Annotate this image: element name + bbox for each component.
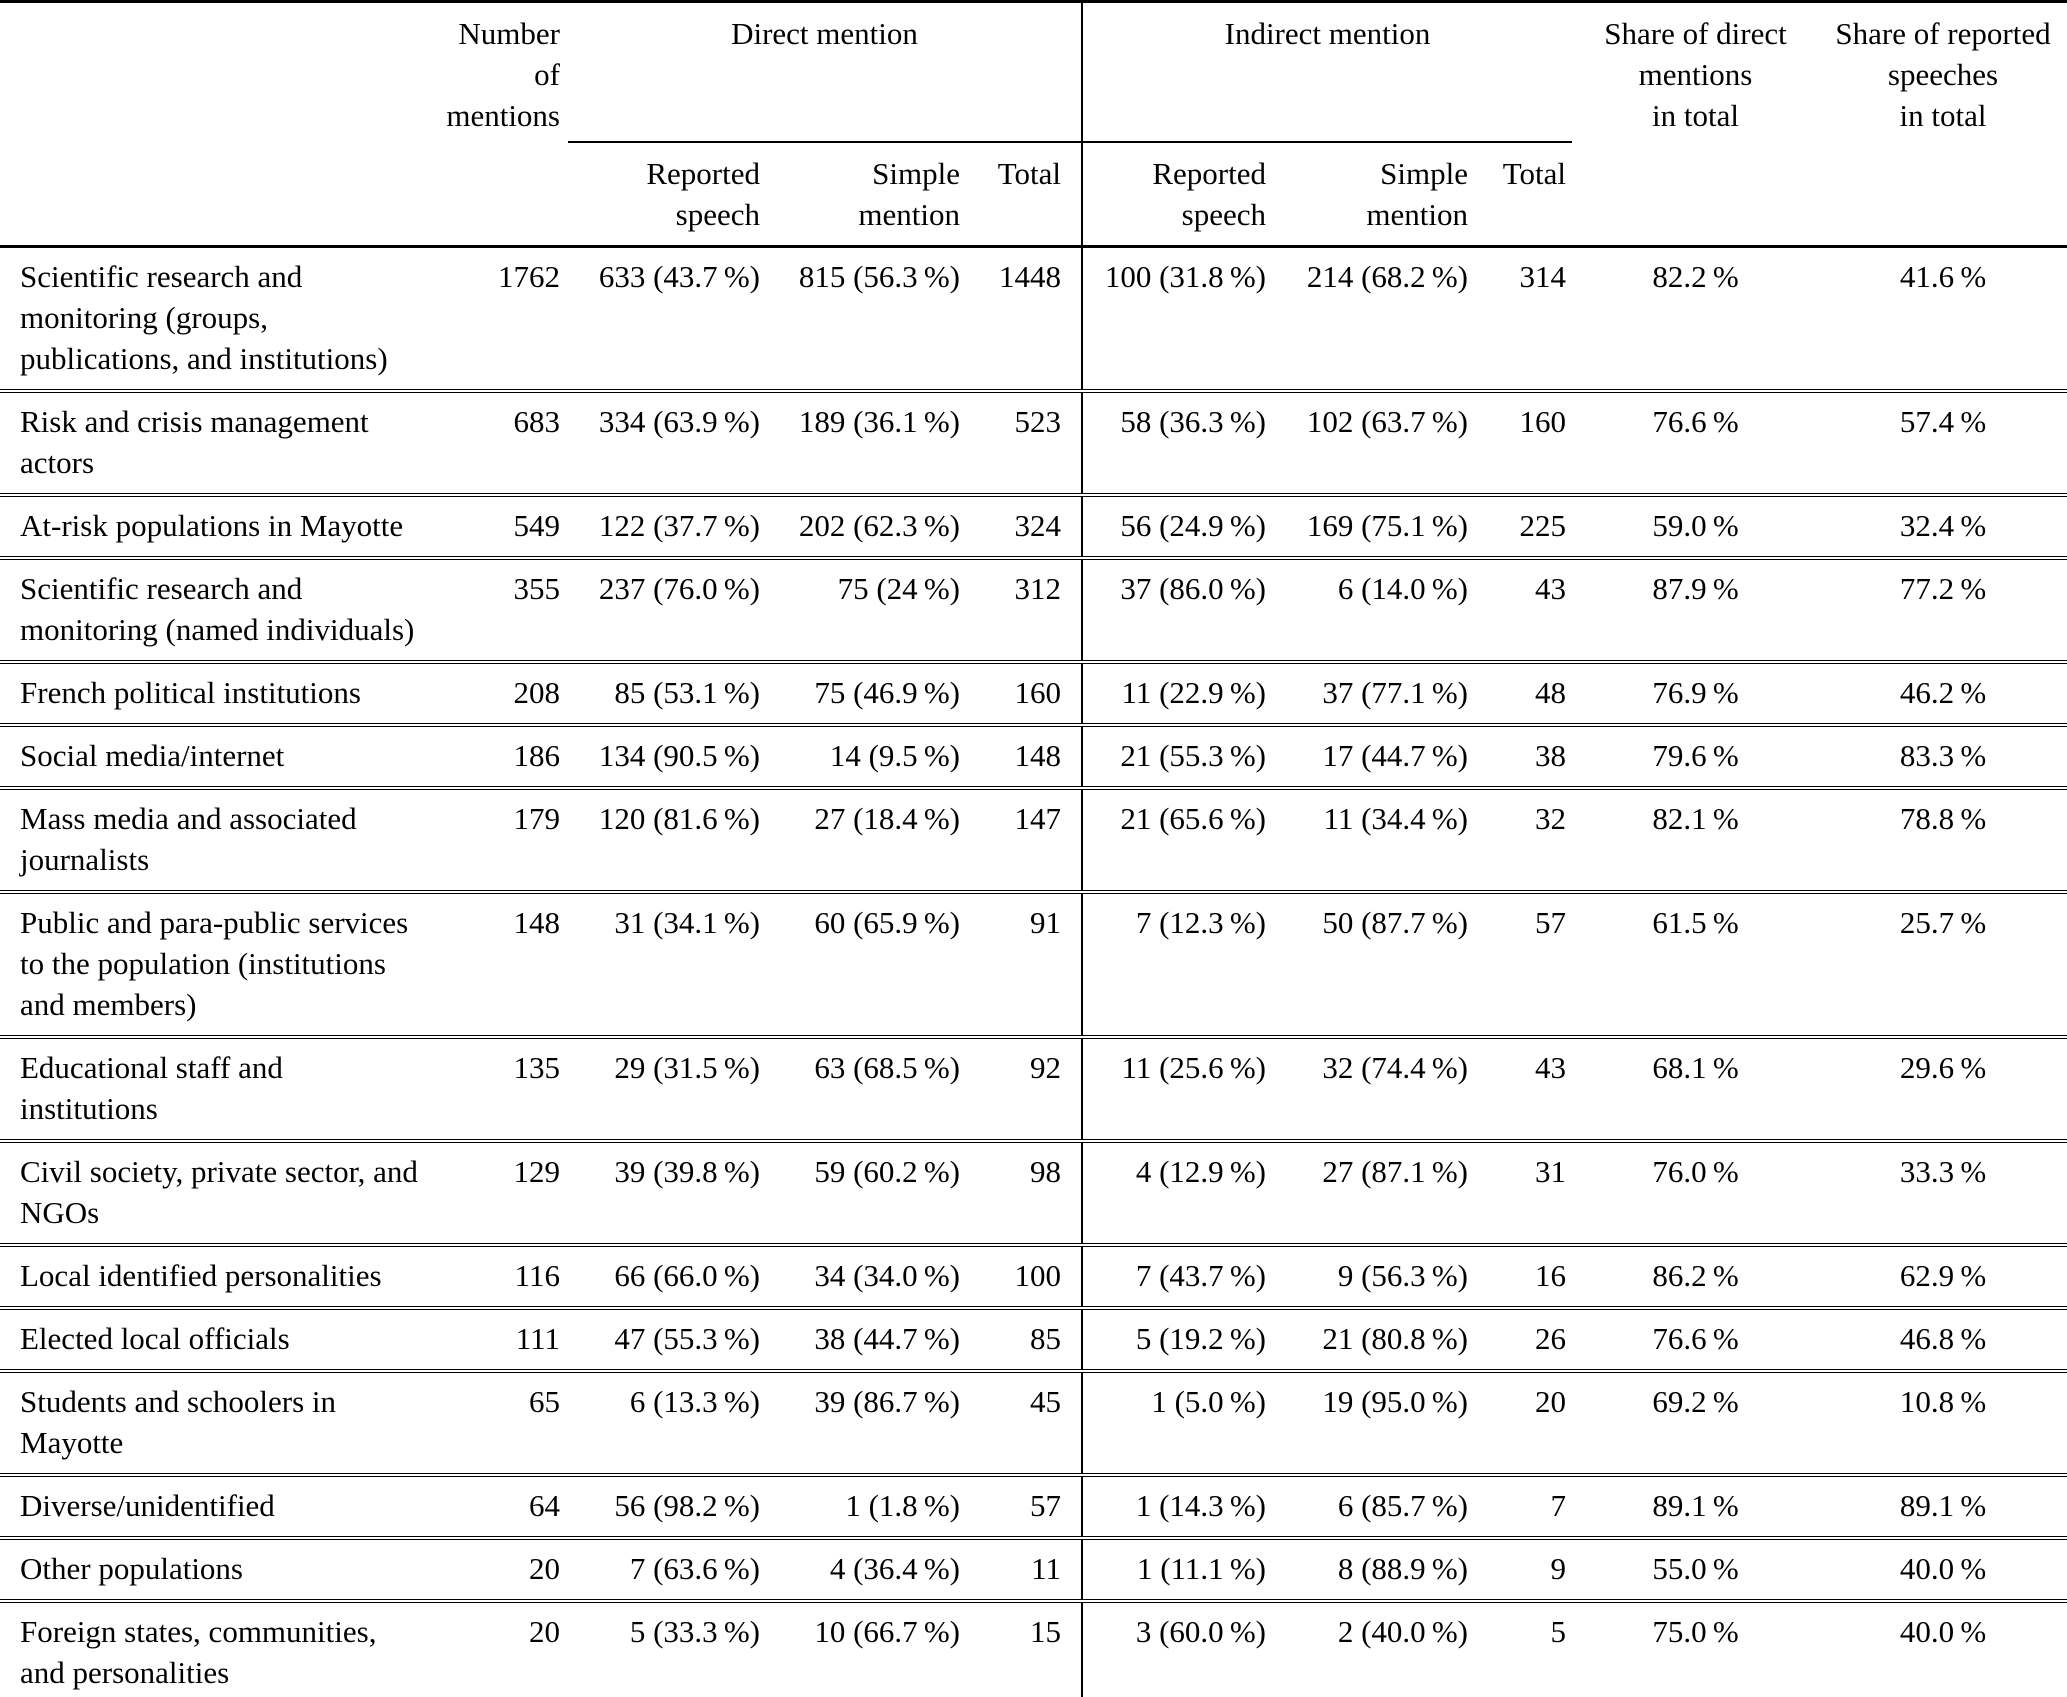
cell-share-reported: 10.8 % <box>1899 1384 1987 1419</box>
header-line: speeches <box>1887 57 1999 92</box>
cell-num-mentions: 20 <box>529 1551 560 1586</box>
col-header-direct-reported-speech <box>568 142 768 247</box>
header-line: Simple <box>1380 156 1468 191</box>
table-row <box>0 1601 2067 1697</box>
cell-indirect-simple: 19 (95.0 %) <box>1322 1384 1468 1419</box>
cell-indirect-total: 26 <box>1535 1321 1566 1356</box>
col-header-share-reported <box>1819 2 2067 247</box>
table-row <box>0 788 2067 892</box>
cell-indirect-total: 7 <box>1550 1488 1566 1523</box>
cell-share-direct: 69.2 % <box>1652 1384 1739 1419</box>
col-header-direct-total: Total <box>997 156 1061 191</box>
cell-indirect-total: 5 <box>1550 1614 1566 1649</box>
table-row <box>0 892 2067 1037</box>
cell-direct-reported: 134 (90.5 %) <box>598 738 760 773</box>
table-row <box>0 1245 2067 1308</box>
cell-share-reported: 46.2 % <box>1899 675 1987 710</box>
cell-share-reported: 46.8 % <box>1899 1321 1987 1356</box>
cell-indirect-simple: 6 (14.0 %) <box>1337 571 1468 606</box>
cell-share-direct: 86.2 % <box>1652 1258 1739 1293</box>
table-row <box>0 1371 2067 1475</box>
cell-indirect-reported: 1 (11.1 %) <box>1082 1538 1274 1601</box>
cell-direct-total: 148 <box>1014 738 1061 773</box>
cell-indirect-reported: 11 (25.6 %) <box>1082 1037 1274 1141</box>
cell-indirect-reported: 21 (55.3 %) <box>1082 725 1274 788</box>
cell-indirect-reported: 4 (12.9 %) <box>1082 1141 1274 1245</box>
cell-share-direct: 59.0 % <box>1652 508 1739 543</box>
cell-direct-simple: 60 (65.9 %) <box>814 905 960 940</box>
cell-num-mentions: 1762 <box>498 259 560 294</box>
header-row-groups <box>0 2 2067 143</box>
cell-direct-simple: 39 (86.7 %) <box>814 1384 960 1419</box>
col-header-indirect-reported-speech <box>1082 142 1274 247</box>
cell-share-direct: 75.0 % <box>1652 1614 1739 1649</box>
cell-indirect-reported: 5 (19.2 %) <box>1082 1308 1274 1371</box>
cell-share-direct: 55.0 % <box>1652 1551 1739 1586</box>
cell-share-reported: 89.1 % <box>1899 1488 1987 1523</box>
cell-direct-simple: 63 (68.5 %) <box>814 1050 960 1085</box>
cell-share-direct: 68.1 % <box>1652 1050 1739 1085</box>
cell-indirect-simple: 214 (68.2 %) <box>1306 259 1468 294</box>
header-line: Reported <box>646 156 760 191</box>
table-body <box>0 247 2067 1697</box>
cell-share-reported: 41.6 % <box>1899 259 1987 294</box>
cell-share-reported: 29.6 % <box>1899 1050 1987 1085</box>
cell-num-mentions: 116 <box>514 1258 560 1293</box>
row-label: Social media/internet <box>20 738 285 773</box>
table-row <box>0 1475 2067 1538</box>
cell-share-reported: 33.3 % <box>1899 1154 1987 1189</box>
cell-direct-simple: 14 (9.5 %) <box>829 738 960 773</box>
cell-indirect-reported: 58 (36.3 %) <box>1082 391 1274 495</box>
cell-indirect-total: 314 <box>1519 259 1566 294</box>
cell-direct-reported: 29 (31.5 %) <box>614 1050 760 1085</box>
cell-direct-reported: 47 (55.3 %) <box>614 1321 760 1356</box>
cell-indirect-reported: 1 (5.0 %) <box>1082 1371 1274 1475</box>
cell-share-reported: 62.9 % <box>1899 1258 1987 1293</box>
cell-direct-total: 1448 <box>999 259 1061 294</box>
row-label: Students and schoolers in Mayotte <box>20 1384 336 1460</box>
header-line: Reported <box>1152 156 1266 191</box>
group-header-direct-mention: Direct mention <box>568 2 1082 143</box>
cell-indirect-total: 43 <box>1535 1050 1566 1085</box>
cell-indirect-total: 16 <box>1535 1258 1566 1293</box>
header-line: mentions <box>446 98 560 133</box>
cell-share-direct: 76.6 % <box>1652 1321 1739 1356</box>
cell-share-reported: 40.0 % <box>1899 1614 1987 1649</box>
cell-direct-simple: 189 (36.1 %) <box>798 404 960 439</box>
row-label: French political institutions <box>20 675 361 710</box>
cell-direct-simple: 75 (24 %) <box>837 571 960 606</box>
cell-direct-simple: 38 (44.7 %) <box>814 1321 960 1356</box>
cell-share-direct: 76.6 % <box>1652 404 1739 439</box>
cell-indirect-total: 57 <box>1535 905 1566 940</box>
row-label: Diverse/unidentified <box>20 1488 275 1523</box>
cell-indirect-simple: 8 (88.9 %) <box>1337 1551 1468 1586</box>
cell-indirect-simple: 2 (40.0 %) <box>1337 1614 1468 1649</box>
cell-direct-reported: 633 (43.7 %) <box>598 259 760 294</box>
row-label: Local identified personalities <box>20 1258 382 1293</box>
cell-direct-total: 11 <box>1031 1551 1061 1586</box>
header-line: in total <box>1652 98 1739 133</box>
cell-direct-simple: 202 (62.3 %) <box>798 508 960 543</box>
cell-indirect-simple: 9 (56.3 %) <box>1337 1258 1468 1293</box>
row-label: Elected local officials <box>20 1321 290 1356</box>
cell-share-direct: 76.9 % <box>1652 675 1739 710</box>
cell-direct-total: 15 <box>1030 1614 1061 1649</box>
table-row <box>0 662 2067 725</box>
cell-indirect-total: 9 <box>1550 1551 1566 1586</box>
cell-direct-reported: 7 (63.6 %) <box>629 1551 760 1586</box>
cell-direct-simple: 75 (46.9 %) <box>814 675 960 710</box>
cell-direct-total: 92 <box>1030 1050 1061 1085</box>
cell-share-reported: 25.7 % <box>1899 905 1987 940</box>
cell-direct-total: 160 <box>1014 675 1061 710</box>
cell-share-direct: 87.9 % <box>1652 571 1739 606</box>
cell-indirect-reported: 7 (43.7 %) <box>1082 1245 1274 1308</box>
cell-num-mentions: 65 <box>529 1384 560 1419</box>
cell-direct-total: 85 <box>1030 1321 1061 1356</box>
cell-num-mentions: 179 <box>513 801 560 836</box>
cell-num-mentions: 355 <box>513 571 560 606</box>
cell-direct-total: 57 <box>1030 1488 1061 1523</box>
header-line: Share of reported <box>1835 16 2051 51</box>
header-line: mentions <box>1638 57 1753 92</box>
cell-num-mentions: 111 <box>515 1321 560 1356</box>
row-label: Foreign states, communities, and personalities <box>20 1614 377 1690</box>
header-line: in total <box>1899 98 1987 133</box>
cell-num-mentions: 186 <box>513 738 560 773</box>
cell-indirect-simple: 6 (85.7 %) <box>1337 1488 1468 1523</box>
cell-indirect-total: 225 <box>1519 508 1566 543</box>
cell-direct-simple: 1 (1.8 %) <box>845 1488 960 1523</box>
cell-direct-total: 91 <box>1030 905 1061 940</box>
row-label: Public and para-public services to the population (institutions and members) <box>20 905 409 1022</box>
cell-direct-total: 100 <box>1014 1258 1061 1293</box>
cell-share-reported: 77.2 % <box>1899 571 1987 606</box>
cell-indirect-simple: 11 (34.4 %) <box>1323 801 1468 836</box>
cell-indirect-reported: 3 (60.0 %) <box>1082 1601 1274 1697</box>
cell-direct-total: 312 <box>1014 571 1061 606</box>
col-header-indirect-simple-mention <box>1274 142 1476 247</box>
cell-indirect-total: 20 <box>1535 1384 1566 1419</box>
cell-direct-simple: 10 (66.7 %) <box>814 1614 960 1649</box>
cell-share-direct: 79.6 % <box>1652 738 1739 773</box>
table-row <box>0 495 2067 558</box>
row-label: Mass media and associated journalists <box>20 801 357 877</box>
row-label: Educational staff and institutions <box>20 1050 283 1126</box>
header-line: speech <box>675 197 760 232</box>
cell-share-direct: 82.2 % <box>1652 259 1739 294</box>
cell-indirect-reported: 100 (31.8 %) <box>1082 247 1274 392</box>
cell-indirect-reported: 7 (12.3 %) <box>1082 892 1274 1037</box>
header-line: mention <box>1366 197 1468 232</box>
cell-share-direct: 76.0 % <box>1652 1154 1739 1189</box>
cell-direct-simple: 34 (34.0 %) <box>814 1258 960 1293</box>
cell-share-direct: 82.1 % <box>1652 801 1739 836</box>
table-row <box>0 1538 2067 1601</box>
cell-indirect-simple: 17 (44.7 %) <box>1322 738 1468 773</box>
cell-indirect-simple: 32 (74.4 %) <box>1322 1050 1468 1085</box>
cell-num-mentions: 208 <box>513 675 560 710</box>
table-row <box>0 1037 2067 1141</box>
corner-header <box>0 2 430 247</box>
cell-direct-reported: 39 (39.8 %) <box>614 1154 760 1189</box>
col-header-share-direct <box>1572 2 1819 247</box>
cell-share-reported: 78.8 % <box>1899 801 1987 836</box>
cell-direct-simple: 4 (36.4 %) <box>829 1551 960 1586</box>
cell-num-mentions: 129 <box>513 1154 560 1189</box>
cell-num-mentions: 135 <box>513 1050 560 1085</box>
cell-num-mentions: 683 <box>513 404 560 439</box>
cell-indirect-simple: 102 (63.7 %) <box>1306 404 1468 439</box>
row-label: Scientific research and monitoring (named individuals) <box>20 571 415 647</box>
table-row <box>0 725 2067 788</box>
cell-indirect-total: 31 <box>1535 1154 1566 1189</box>
cell-indirect-simple: 169 (75.1 %) <box>1306 508 1468 543</box>
cell-direct-total: 523 <box>1014 404 1061 439</box>
cell-direct-reported: 31 (34.1 %) <box>614 905 760 940</box>
cell-direct-reported: 6 (13.3 %) <box>629 1384 760 1419</box>
cell-direct-reported: 334 (63.9 %) <box>598 404 760 439</box>
cell-indirect-total: 48 <box>1535 675 1566 710</box>
cell-direct-total: 147 <box>1014 801 1061 836</box>
cell-direct-simple: 815 (56.3 %) <box>798 259 960 294</box>
cell-share-direct: 89.1 % <box>1652 1488 1739 1523</box>
col-header-indirect-total: Total <box>1502 156 1566 191</box>
cell-indirect-simple: 37 (77.1 %) <box>1322 675 1468 710</box>
row-label: Civil society, private sector, and NGOs <box>20 1154 418 1230</box>
header-line: Number of <box>458 16 560 92</box>
cell-direct-reported: 120 (81.6 %) <box>598 801 760 836</box>
cell-direct-reported: 237 (76.0 %) <box>598 571 760 606</box>
table-row <box>0 1308 2067 1371</box>
cell-indirect-total: 38 <box>1535 738 1566 773</box>
cell-direct-total: 324 <box>1014 508 1061 543</box>
cell-indirect-total: 43 <box>1535 571 1566 606</box>
cell-direct-reported: 66 (66.0 %) <box>614 1258 760 1293</box>
row-label: At-risk populations in Mayotte <box>20 508 404 543</box>
row-label: Other populations <box>20 1551 243 1586</box>
table-row <box>0 558 2067 662</box>
cell-indirect-reported: 11 (22.9 %) <box>1082 662 1274 725</box>
cell-share-direct: 61.5 % <box>1652 905 1739 940</box>
cell-indirect-simple: 50 (87.7 %) <box>1322 905 1468 940</box>
cell-indirect-total: 160 <box>1519 404 1566 439</box>
header-line: speech <box>1181 197 1266 232</box>
group-header-indirect-mention: Indirect mention <box>1082 2 1572 143</box>
cell-direct-reported: 122 (37.7 %) <box>598 508 760 543</box>
table-row <box>0 391 2067 495</box>
col-header-direct-simple-mention <box>768 142 968 247</box>
cell-num-mentions: 20 <box>529 1614 560 1649</box>
cell-share-reported: 32.4 % <box>1899 508 1987 543</box>
cell-direct-total: 98 <box>1030 1154 1061 1189</box>
row-label: Risk and crisis management actors <box>20 404 369 480</box>
cell-direct-reported: 5 (33.3 %) <box>629 1614 760 1649</box>
cell-indirect-reported: 21 (65.6 %) <box>1082 788 1274 892</box>
cell-direct-reported: 56 (98.2 %) <box>614 1488 760 1523</box>
cell-direct-total: 45 <box>1030 1384 1061 1419</box>
cell-share-reported: 57.4 % <box>1899 404 1987 439</box>
table-header <box>0 2 2067 247</box>
cell-num-mentions: 64 <box>529 1488 560 1523</box>
cell-direct-reported: 85 (53.1 %) <box>614 675 760 710</box>
header-line: mention <box>858 197 960 232</box>
cell-indirect-reported: 56 (24.9 %) <box>1082 495 1274 558</box>
cell-num-mentions: 148 <box>513 905 560 940</box>
cell-indirect-simple: 27 (87.1 %) <box>1322 1154 1468 1189</box>
cell-share-reported: 83.3 % <box>1899 738 1987 773</box>
cell-indirect-reported: 37 (86.0 %) <box>1082 558 1274 662</box>
cell-share-reported: 40.0 % <box>1899 1551 1987 1586</box>
header-line: Simple <box>872 156 960 191</box>
col-header-number-of-mentions <box>430 2 568 247</box>
cell-indirect-reported: 1 (14.3 %) <box>1082 1475 1274 1538</box>
table-row <box>0 1141 2067 1245</box>
row-label: Scientific research and monitoring (groups, publications, and institutions) <box>20 259 388 376</box>
cell-indirect-total: 32 <box>1535 801 1566 836</box>
cell-direct-simple: 59 (60.2 %) <box>814 1154 960 1189</box>
cell-num-mentions: 549 <box>513 508 560 543</box>
header-line: Share of direct <box>1604 16 1787 51</box>
cell-direct-simple: 27 (18.4 %) <box>814 801 960 836</box>
table-row <box>0 247 2067 392</box>
cell-indirect-simple: 21 (80.8 %) <box>1322 1321 1468 1356</box>
